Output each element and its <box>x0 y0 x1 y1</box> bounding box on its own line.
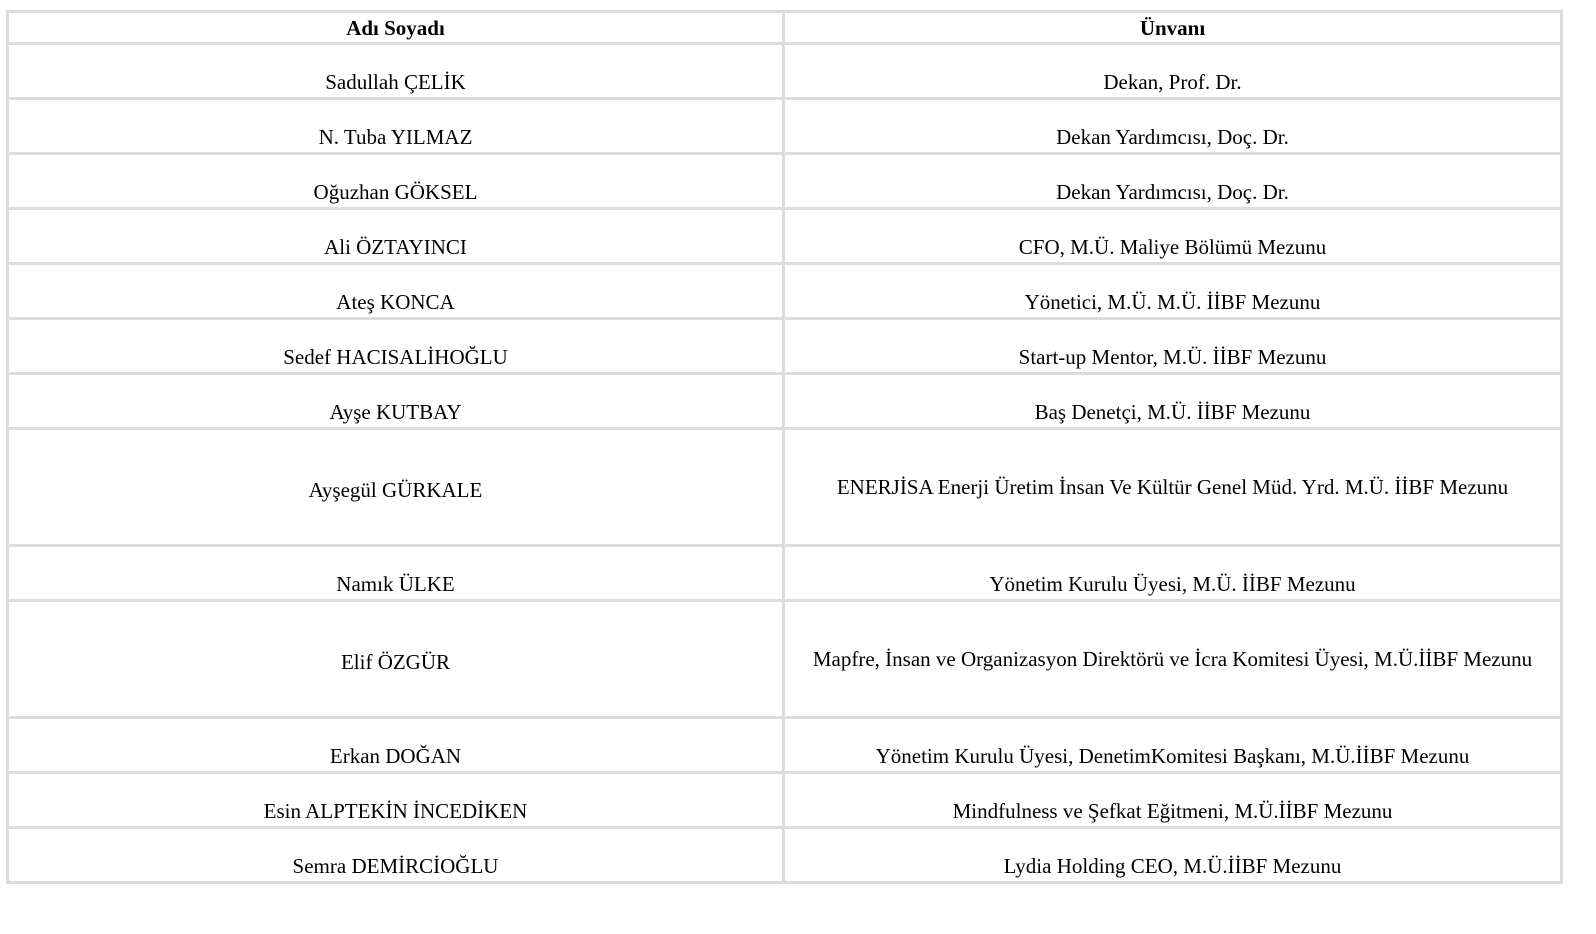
table-row <box>8 773 1562 828</box>
table-row <box>8 264 1562 319</box>
table-row <box>8 718 1562 773</box>
name-cell <box>8 319 784 374</box>
name-text: Oğuzhan GÖKSEL <box>313 180 478 204</box>
title-text: Dekan, Prof. Dr. <box>1103 70 1242 94</box>
title-text: Yönetim Kurulu Üyesi, M.Ü. İİBF Mezunu <box>989 572 1356 596</box>
title-text: Mapfre, İnsan ve Organizasyon Direktörü ve İcra Komitesi Üyesi, M.Ü.İİBF Mezunu <box>812 646 1533 671</box>
title-text: Baş Denetçi, M.Ü. İİBF Mezunu <box>1034 400 1311 424</box>
title-text: Mindfulness ve Şefkat Eğitmeni, M.Ü.İİBF Mezunu <box>952 799 1393 823</box>
name-text: Esin ALPTEKİN İNCEDİKEN <box>263 799 528 823</box>
title-text: Dekan Yardımcısı, Doç. Dr. <box>1056 180 1289 204</box>
title-cell <box>784 429 1562 546</box>
title-cell <box>784 264 1562 319</box>
name-cell <box>8 546 784 601</box>
name-text: Namık ÜLKE <box>336 572 455 596</box>
name-cell <box>8 718 784 773</box>
table-row <box>8 154 1562 209</box>
title-cell <box>784 374 1562 429</box>
column-header-title: Ünvanı <box>784 12 1562 44</box>
name-text: Erkan DOĞAN <box>329 744 462 768</box>
table-row <box>8 546 1562 601</box>
column-header-name: Adı Soyadı <box>8 12 784 44</box>
title-cell <box>784 546 1562 601</box>
name-cell <box>8 374 784 429</box>
title-text: Dekan Yardımcısı, Doç. Dr. <box>1056 125 1289 149</box>
name-text: Ayşegül GÜRKALE <box>308 477 483 502</box>
name-text: Ayşe KUTBAY <box>329 400 462 424</box>
name-cell <box>8 44 784 99</box>
title-text: Lydia Holding CEO, M.Ü.İİBF Mezunu <box>1003 854 1342 878</box>
name-cell <box>8 154 784 209</box>
table-row <box>8 374 1562 429</box>
name-cell <box>8 601 784 718</box>
name-text: Ateş KONCA <box>336 290 455 314</box>
title-cell <box>784 154 1562 209</box>
title-text: Start-up Mentor, M.Ü. İİBF Mezunu <box>1018 345 1327 369</box>
title-cell <box>784 44 1562 99</box>
title-cell <box>784 99 1562 154</box>
name-cell <box>8 264 784 319</box>
name-text: Elif ÖZGÜR <box>340 649 451 674</box>
name-text: Semra DEMİRCİOĞLU <box>292 854 499 878</box>
table-row <box>8 99 1562 154</box>
board-members-table <box>6 10 1563 884</box>
name-text: Sadullah ÇELİK <box>325 70 466 94</box>
title-cell <box>784 718 1562 773</box>
name-cell <box>8 99 784 154</box>
title-cell <box>784 209 1562 264</box>
name-cell <box>8 773 784 828</box>
title-cell <box>784 601 1562 718</box>
table-row <box>8 429 1562 546</box>
name-text: Ali ÖZTAYINCI <box>324 235 467 259</box>
title-text: CFO, M.Ü. Maliye Bölümü Mezunu <box>1018 235 1327 259</box>
name-cell <box>8 429 784 546</box>
table-row <box>8 209 1562 264</box>
title-cell <box>784 773 1562 828</box>
title-text: Yönetim Kurulu Üyesi, DenetimKomitesi Başkanı, M.Ü.İİBF Mezunu <box>875 744 1470 768</box>
title-text: ENERJİSA Enerji Üretim İnsan Ve Kültür Genel Müd. Yrd. M.Ü. İİBF Mezunu <box>836 474 1509 499</box>
title-text: Yönetici, M.Ü. M.Ü. İİBF Mezunu <box>1024 290 1321 314</box>
title-cell <box>784 319 1562 374</box>
table-row <box>8 601 1562 718</box>
table-row <box>8 44 1562 99</box>
header-row <box>8 12 1562 44</box>
table-row <box>8 319 1562 374</box>
table-row <box>8 828 1562 883</box>
title-cell <box>784 828 1562 883</box>
name-text: Sedef HACISALİHOĞLU <box>283 345 508 369</box>
name-text: N. Tuba YILMAZ <box>318 125 473 149</box>
name-cell <box>8 209 784 264</box>
name-cell <box>8 828 784 883</box>
